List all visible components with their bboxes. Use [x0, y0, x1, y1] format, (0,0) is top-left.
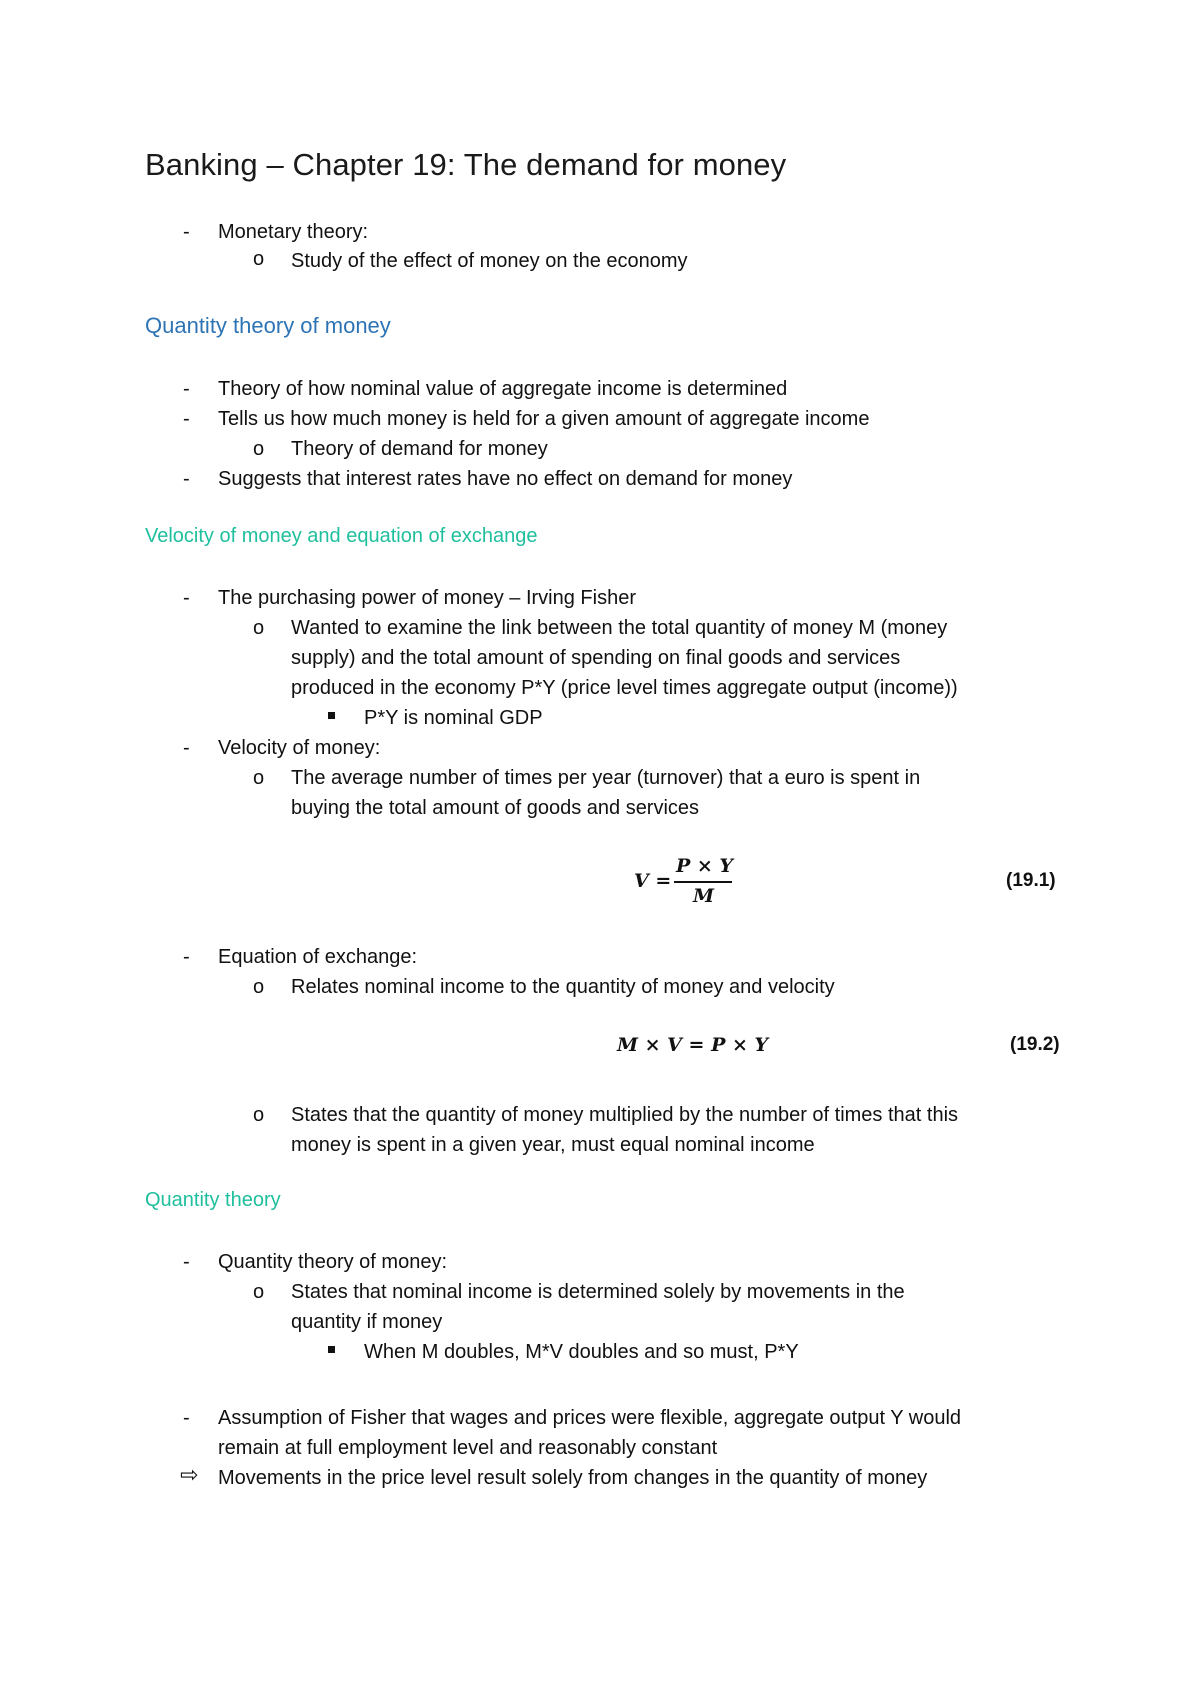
equation-denominator: M: [693, 885, 715, 907]
circle-bullet: o: [253, 1281, 265, 1303]
list-item-continued: buying the total amount of goods and services: [291, 797, 700, 819]
list-item: The average number of times per year (turnover) that a euro is spent in: [291, 767, 921, 789]
list-item: Study of the effect of money on the economy: [291, 250, 688, 272]
page-title: Banking – Chapter 19: The demand for money: [145, 147, 787, 182]
equation-numerator: P × Y: [676, 855, 733, 877]
section-heading: Velocity of money and equation of exchange: [145, 525, 538, 547]
square-bullet: [328, 712, 335, 719]
list-item: Monetary theory:: [218, 221, 369, 243]
list-item: Theory of how nominal value of aggregate income is determined: [218, 378, 788, 400]
dash-bullet: -: [183, 1407, 190, 1429]
circle-bullet: o: [253, 767, 265, 789]
list-item: When M doubles, M*V doubles and so must, P*Y: [364, 1341, 799, 1363]
list-item-continued: quantity if money: [291, 1311, 443, 1333]
dash-bullet: -: [183, 737, 190, 759]
list-item-continued: remain at full employment level and reasonably constant: [218, 1437, 718, 1459]
list-item: Wanted to examine the link between the total quantity of money M (money: [291, 617, 948, 639]
list-item: Movements in the price level result solely from changes in the quantity of money: [218, 1467, 928, 1489]
list-item-continued: supply) and the total amount of spending on final goods and services: [291, 647, 901, 669]
list-item: Tells us how much money is held for a given amount of aggregate income: [218, 408, 870, 430]
list-item: States that nominal income is determined solely by movements in the: [291, 1281, 905, 1303]
list-item: Quantity theory of money:: [218, 1251, 448, 1273]
list-item: Assumption of Fisher that wages and prices were flexible, aggregate output Y would: [218, 1407, 962, 1429]
circle-bullet: o: [253, 248, 265, 270]
list-item-continued: produced in the economy P*Y (price level times aggregate output (income)): [291, 677, 958, 699]
dash-bullet: -: [183, 378, 190, 400]
equation-lhs: V =: [634, 870, 672, 892]
dash-bullet: -: [183, 1251, 190, 1273]
circle-bullet: o: [253, 1104, 265, 1126]
equation-number: (19.1): [1006, 870, 1056, 891]
list-item: P*Y is nominal GDP: [364, 707, 543, 729]
equation-number: (19.2): [1010, 1034, 1060, 1055]
equation-expression: M × V = P × Y: [617, 1034, 769, 1056]
list-item: Equation of exchange:: [218, 946, 418, 968]
dash-bullet: -: [183, 946, 190, 968]
section-heading: Quantity theory: [145, 1189, 281, 1211]
circle-bullet: o: [253, 438, 265, 460]
dash-bullet: -: [183, 468, 190, 490]
list-item: The purchasing power of money – Irving Fisher: [218, 587, 636, 609]
list-item: States that the quantity of money multiplied by the number of times that this: [291, 1104, 959, 1126]
circle-bullet: o: [253, 617, 265, 639]
list-item: Suggests that interest rates have no effect on demand for money: [218, 468, 793, 490]
list-item: Velocity of money:: [218, 737, 381, 759]
list-item-continued: money is spent in a given year, must equal nominal income: [291, 1134, 815, 1156]
dash-bullet: -: [183, 221, 190, 243]
dash-bullet: -: [183, 408, 190, 430]
fraction-bar: [674, 881, 732, 883]
square-bullet: [328, 1346, 335, 1353]
arrow-icon: ⇨: [180, 1462, 199, 1487]
section-heading: Quantity theory of money: [145, 313, 391, 338]
dash-bullet: -: [183, 587, 190, 609]
circle-bullet: o: [253, 976, 265, 998]
list-item: Theory of demand for money: [291, 438, 548, 460]
list-item: Relates nominal income to the quantity of money and velocity: [291, 976, 835, 998]
